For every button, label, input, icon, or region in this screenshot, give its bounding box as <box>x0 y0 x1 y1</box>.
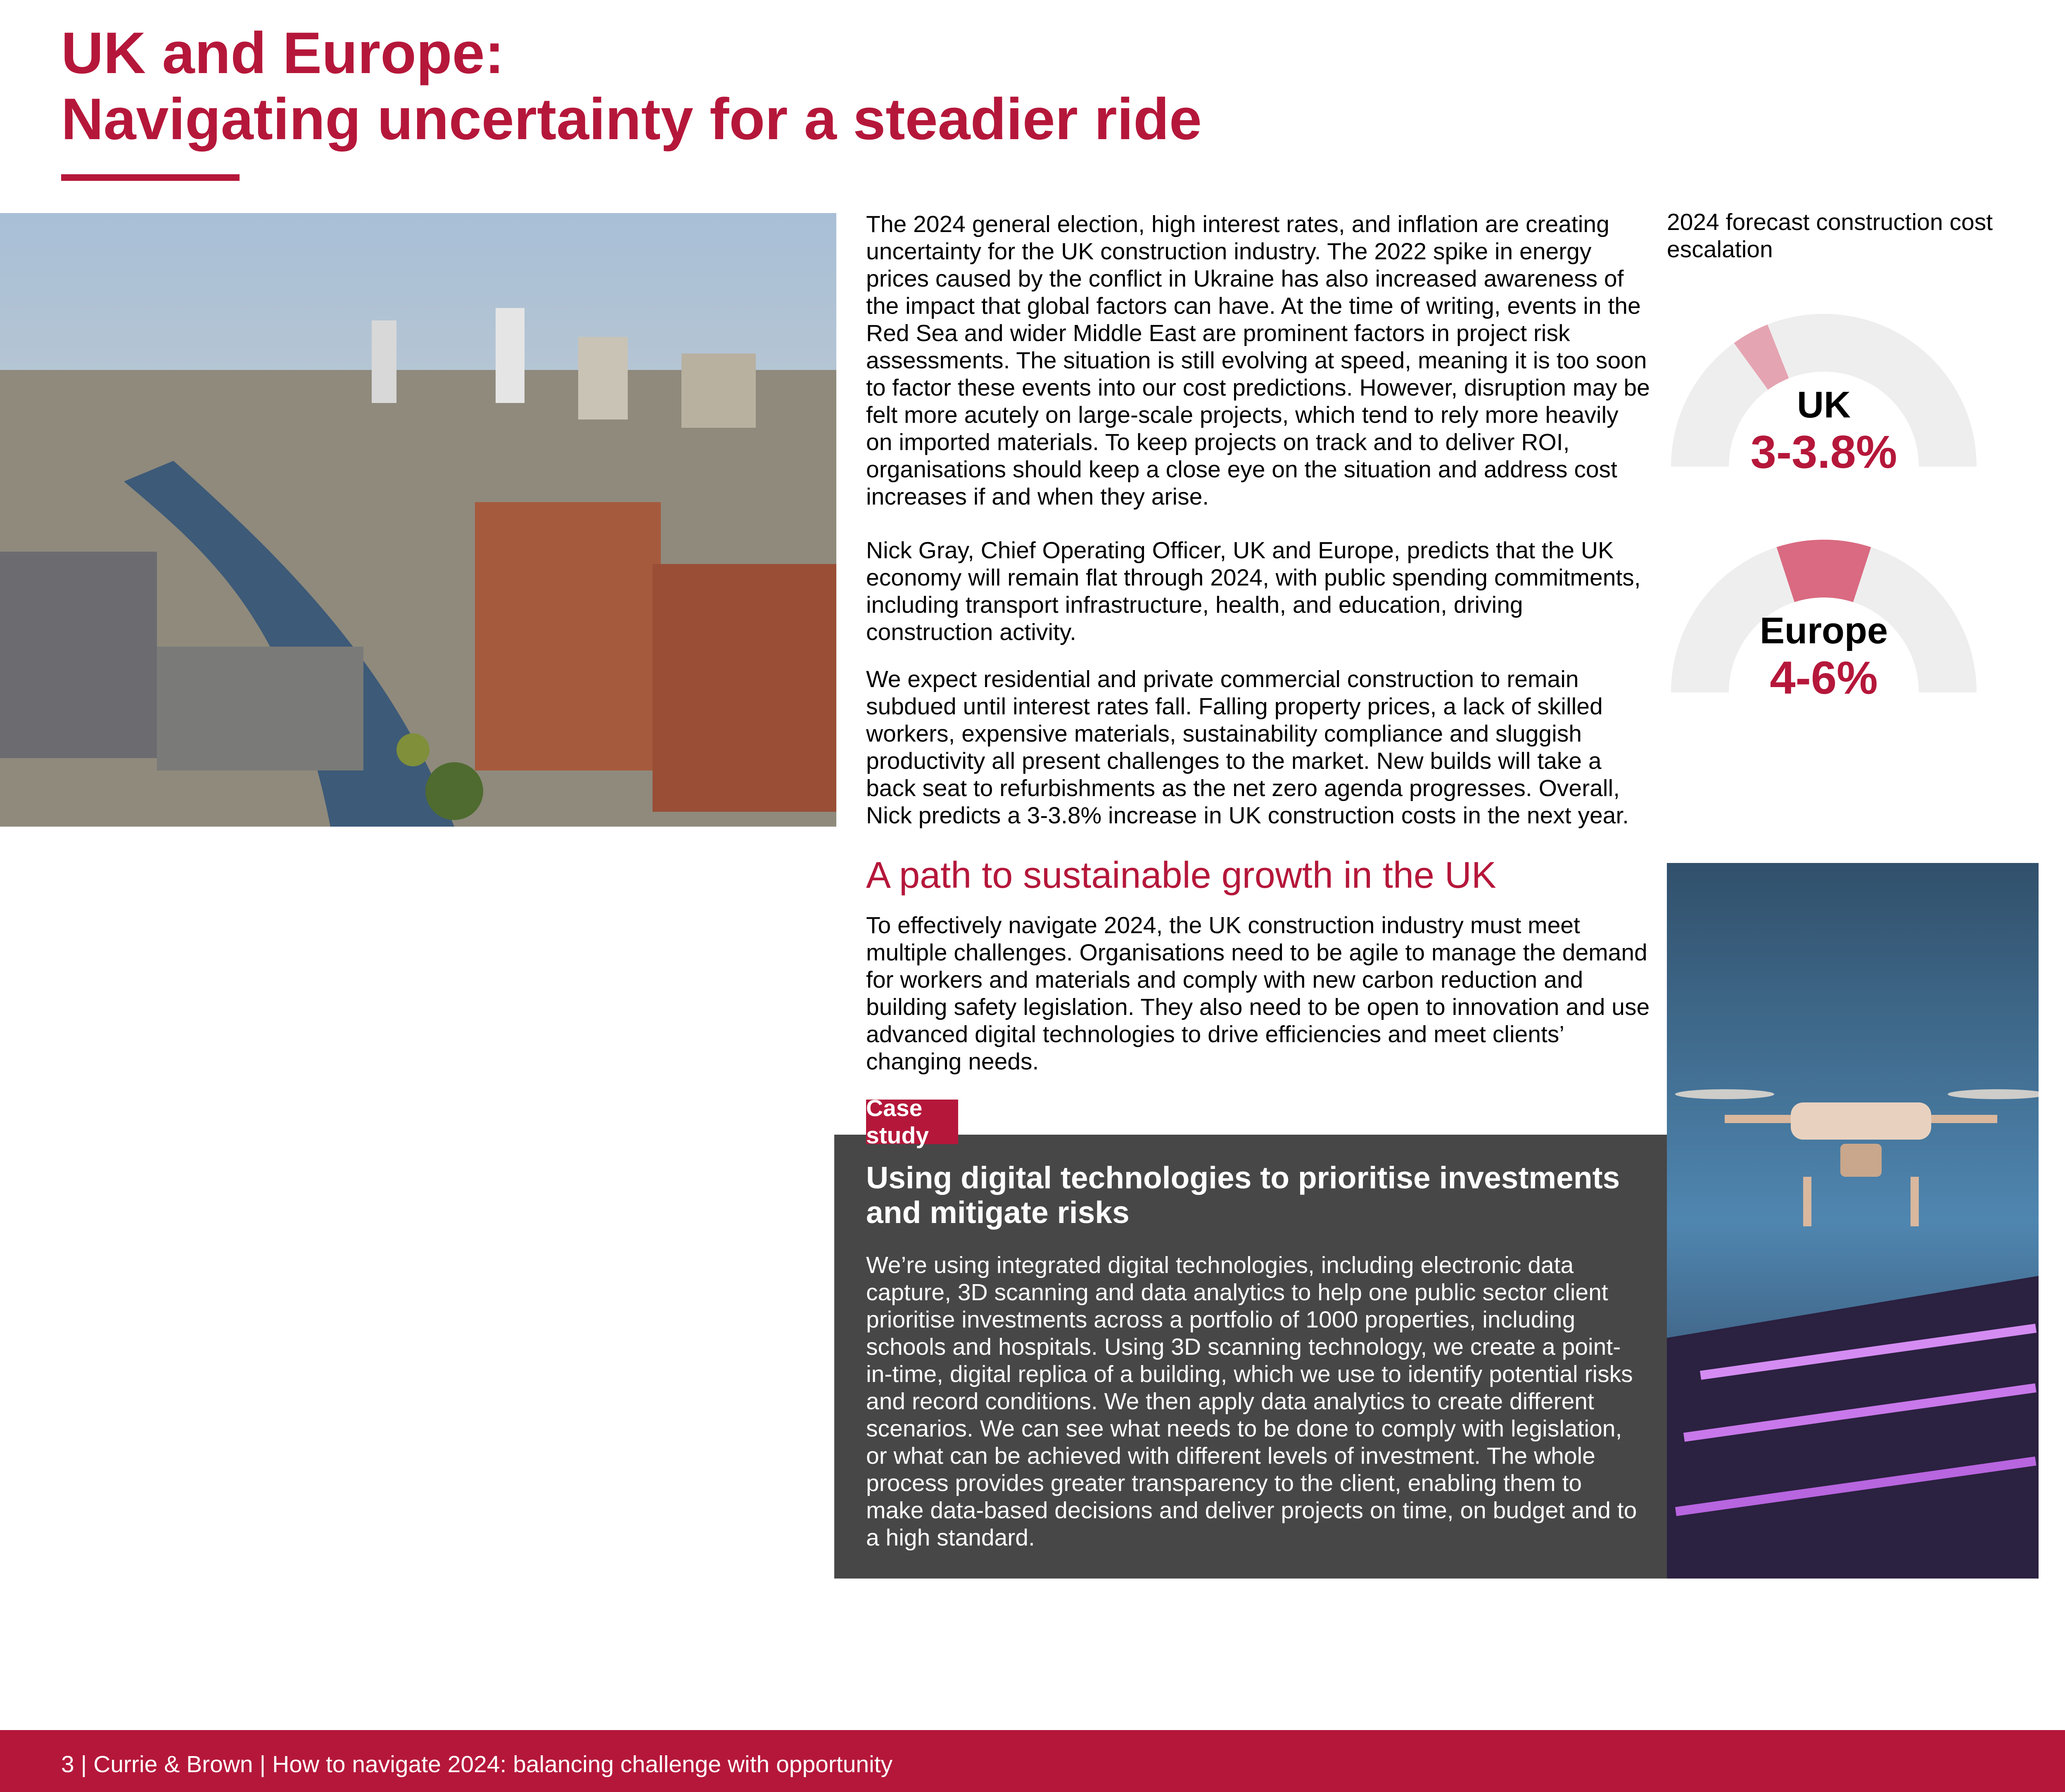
case-study-body: We’re using integrated digital technologies, including electronic data capture, 3D scanning and data analytics to help one public sector client prioritise investments across a portfolio of 1000 properties, including schools and hospitals. Using 3D scanning technology, we create a point-in-time, digital replica of a building, which we use to identify potential risks and record conditions. We then apply data analytics to create different scenarios. We can see what needs to be done to comply with legislation, or what can be achieved with different levels of investment. The whole process provides greater transparency to the client, enabling them to make data-based decisions and deliver projects on time, on budget and to a high standard. <box>866 1252 1637 1551</box>
uk-gauge <box>1667 285 1981 478</box>
forecast-caption: 2024 forecast construction cost escalation <box>1667 209 1993 263</box>
page-title-line2: Navigating uncertainty for a steadier ride <box>61 86 1202 152</box>
footer-text: 3 | Currie & Brown | How to navigate 2024: balancing challenge with opportunity <box>61 1751 893 1778</box>
uk-gauge-value: 3-3.8% <box>1750 426 1897 478</box>
drone-photo <box>1667 863 2039 1579</box>
title-underline <box>61 174 240 181</box>
uk-gauge-label: UK <box>1797 384 1851 426</box>
page-title-line1: UK and Europe: <box>61 20 504 86</box>
europe-gauge-label: Europe <box>1759 610 1888 652</box>
intro-paragraph-3: We expect residential and private commercial construction to remain subdued until interest rates fall. Falling property prices, a lack of skilled workers, expensive materials, sustainability compliance and sluggish productivity all present challenges to the market. New builds will take a back seat to refurbishments as the net zero agenda progresses. Overall, Nick predicts a 3-3.8% increase in UK construction costs in the next year. <box>866 666 1629 829</box>
uk-growth-paragraph: To effectively navigate 2024, the UK construction industry must meet multiple challenges. Organisations need to be agile to manage the demand for workers and materials and comply with new carbon reduction and building safety legislation. They also need to be open to innovation and use advanced digital technologies to drive efficiencies and meet clients’ changing needs. <box>866 912 1650 1075</box>
uk-growth-heading: A path to sustainable growth in the UK <box>866 855 1496 896</box>
footer-bar <box>0 1730 2065 1792</box>
europe-gauge-value: 4-6% <box>1770 652 1878 704</box>
intro-paragraph-1: The 2024 general election, high interest rates, and inflation are creating uncertainty for the UK construction industry. The 2022 spike in energy prices caused by the conflict in Ukraine has also increased awareness of the impact that global factors can have. At the time of writing, events in the Red Sea and wider Middle East are prominent factors in project risk assessments. The situation is still evolving at speed, meaning it is too soon to factor these events into our cost predictions. However, disruption may be felt more acutely on large-scale projects, which tend to rely more heavily on imported materials. To keep projects on track and to deliver ROI, organisations should keep a close eye on the situation and address cost increases if and when they arise. <box>866 211 1650 510</box>
case-study-title: Using digital technologies to prioritise investments and mitigate risks <box>866 1160 1620 1230</box>
uk-city-photo <box>0 213 836 827</box>
intro-paragraph-2: Nick Gray, Chief Operating Officer, UK and Europe, predicts that the UK economy will remain flat through 2024, with public spending commitments, including transport infrastructure, health, and education, driving construction activity. <box>866 537 1641 645</box>
case-study-box <box>834 1135 1667 1579</box>
case-study-tag: Case study <box>866 1100 958 1144</box>
europe-gauge <box>1667 511 1981 704</box>
